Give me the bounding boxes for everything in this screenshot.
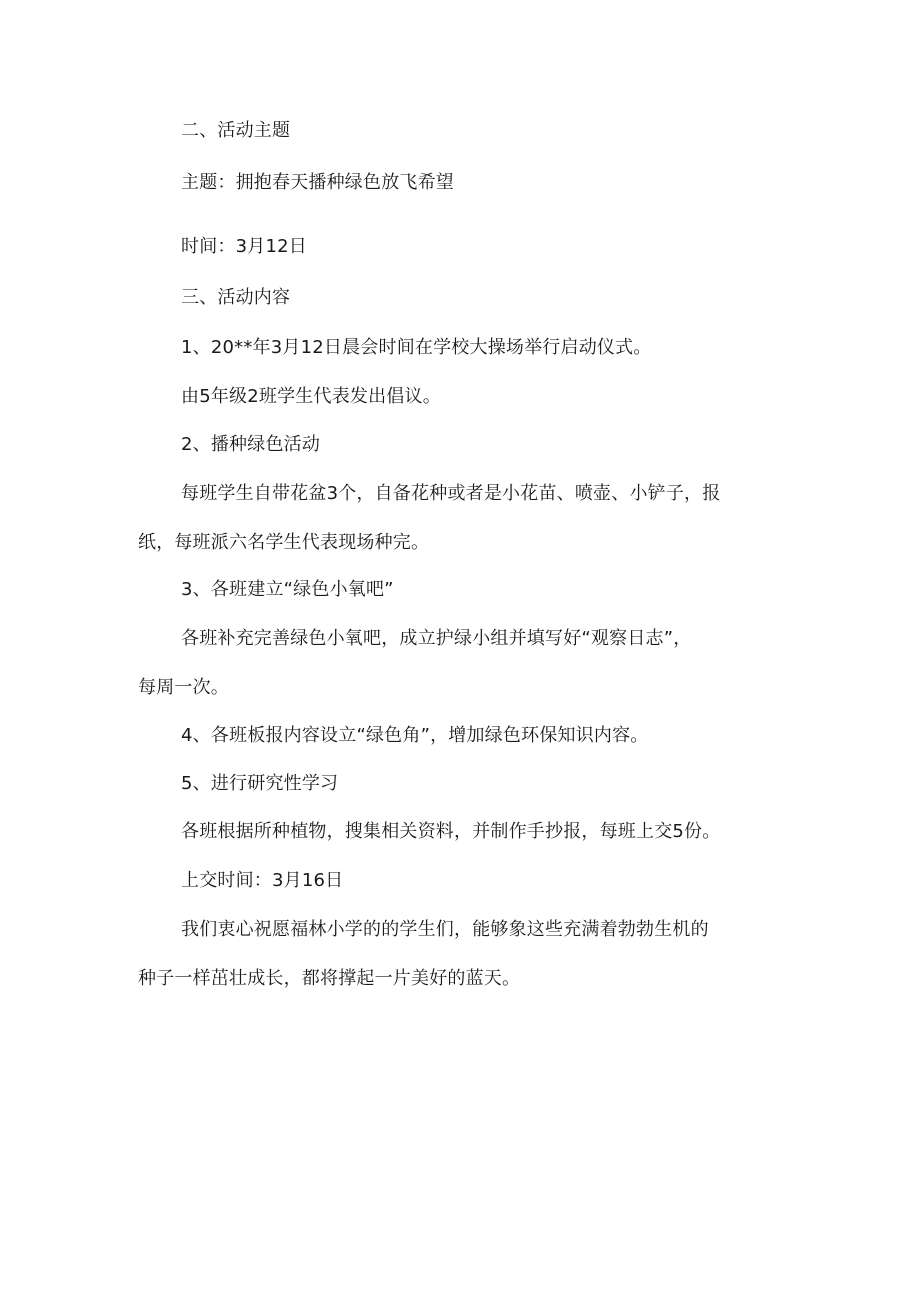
- submit-time-line: 上交时间：3月16日: [181, 870, 344, 891]
- item-1: 1、20**年3月12日晨会时间在学校大操场举行启动仪式。: [181, 337, 652, 358]
- section-heading-content: 三、活动内容: [181, 287, 291, 308]
- section-heading-theme: 二、活动主题: [181, 120, 291, 141]
- closing-line-1: 我们衷心祝愿福林小学的的学生们，能够象这些充满着勃勃生机的: [181, 919, 709, 940]
- theme-line: 主题：拥抱春天播种绿色放飞希望: [181, 172, 454, 193]
- item-1-detail: 由5年级2班学生代表发出倡议。: [181, 386, 441, 407]
- time-line: 时间：3月12日: [181, 236, 307, 257]
- item-2-detail-line-2: 纸，每班派六名学生代表现场种完。: [138, 532, 430, 553]
- item-3-detail-line-2: 每周一次。: [138, 677, 229, 698]
- item-4: 4、各班板报内容设立“绿色角”，增加绿色环保知识内容。: [181, 725, 649, 746]
- item-5-detail: 各班根据所种植物，搜集相关资料，并制作手抄报，每班上交5份。: [181, 821, 721, 842]
- item-3: 3、各班建立“绿色小氧吧”: [181, 579, 394, 600]
- item-3-detail-line-1: 各班补充完善绿色小氧吧，成立护绿小组并填写好“观察日志”，: [181, 628, 692, 649]
- closing-line-2: 种子一样茁壮成长，都将撑起一片美好的蓝天。: [138, 968, 521, 989]
- item-2-detail-line-1: 每班学生自带花盆3个，自备花种或者是小花苗、喷壶、小铲子，报: [181, 483, 721, 504]
- item-2: 2、播种绿色活动: [181, 434, 321, 455]
- item-5: 5、进行研究性学习: [181, 773, 339, 794]
